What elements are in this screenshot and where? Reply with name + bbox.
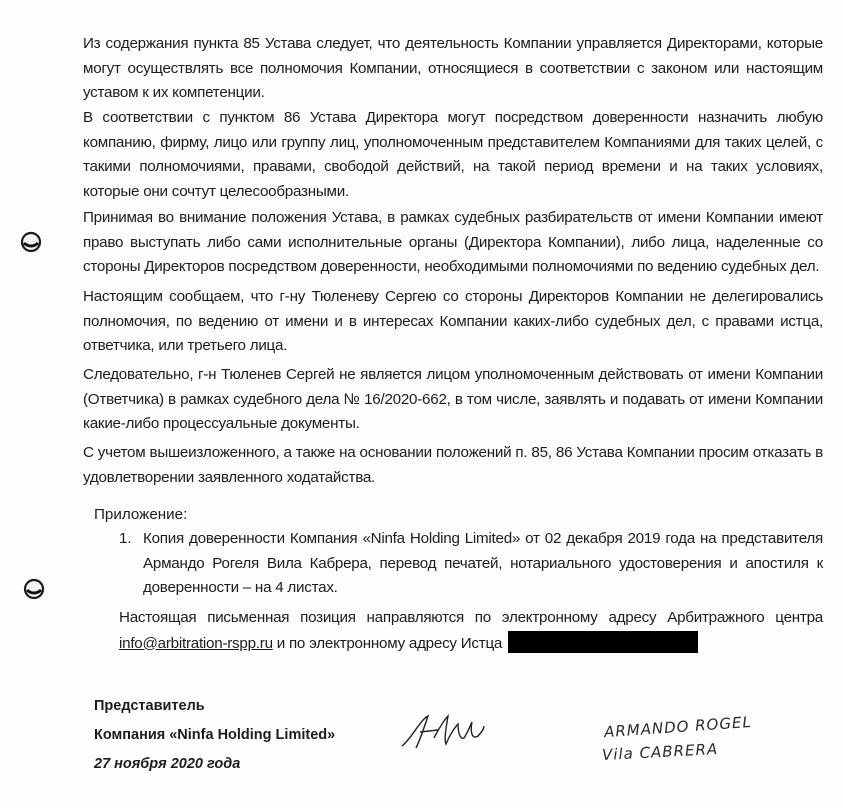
handwritten-name-line-2: Vila CABRERA — [601, 739, 719, 765]
paragraph-2: В соответствии с пунктом 86 Устава Директора могут посредством доверенности назначить любую компанию, фирму, лицо или группу лиц, уполномоченным представителем Компаниями для таких целей, с такими полномочиями, правами, свободой действий, на такой период времени и на таких условиях, которые они сочтут целесообразными. — [83, 109, 823, 200]
attachment-item — [119, 527, 823, 601]
paragraph-4: Настоящим сообщаем, что г-ну Тюленеву Сергею со стороны Директоров Компании не делегировались полномочия, по ведению от имени и в интересах Компании каких-либо судебных дел, с правами истца, ответчика, или третьего лица. — [83, 288, 823, 354]
notice-paragraph — [119, 606, 823, 656]
signature-company: Компания «Ninfa Holding Limited» — [94, 727, 336, 743]
notice-text-before: Настоящая письменная позиция направляются по электронному адресу Арбитражного центра — [119, 609, 823, 626]
paragraph-5: Следовательно, г-н Тюленев Сергей не является лицом уполномоченным действовать от имени Компании (Ответчика) в рамках судебного дела № 16/2020-662, в том числе, заявлять и подавать от имени Компании какие-либо процессуальные документы. — [83, 366, 823, 432]
notice-text-after: и по электронному адресу Истца — [276, 634, 503, 652]
punch-hole-icon — [23, 578, 45, 600]
signature-scribble — [398, 708, 488, 753]
email-link[interactable]: info@arbitration-rspp.ru — [119, 634, 273, 652]
signature-role: Представитель — [94, 698, 205, 714]
attachment-item-text: Копия доверенности Компания «Ninfa Holding Limited» от 02 декабря 2019 года на представителя Армандо Рогеля Вила Кабрера, перевод печатей, нотариального удостоверения и апостиля к доверенности – на 4 листах. — [143, 530, 823, 596]
punch-hole-icon — [20, 231, 42, 253]
paragraph-1: Из содержания пункта 85 Устава следует, что деятельность Компании управляется Директорами, которые могут осуществлять все полномочия Компании, относящиеся в соответствии с законом или настоящим уставом к их компетенции. — [83, 35, 823, 101]
redaction-block — [508, 631, 698, 653]
paragraph-3: Принимая во внимание положения Устава, в рамках судебных разбирательств от имени Компании имеют право выступать либо сами исполнительные органы (Директора Компании), либо лица, наделенные со стороны Директоров посредством доверенности, необходимыми полномочиями по ведению судебных дел. — [83, 209, 823, 275]
paragraph-6: С учетом вышеизложенного, а также на основании положений п. 85, 86 Устава Компании просим отказать в удовлетворении заявленного ходатайства. — [83, 444, 823, 486]
attachment-label: Приложение: — [94, 506, 188, 523]
attachment-item-number: 1. — [119, 530, 132, 547]
handwritten-name-line-1: ARMANDO ROGEL — [603, 712, 753, 742]
signature-date: 27 ноября 2020 года — [94, 756, 241, 772]
